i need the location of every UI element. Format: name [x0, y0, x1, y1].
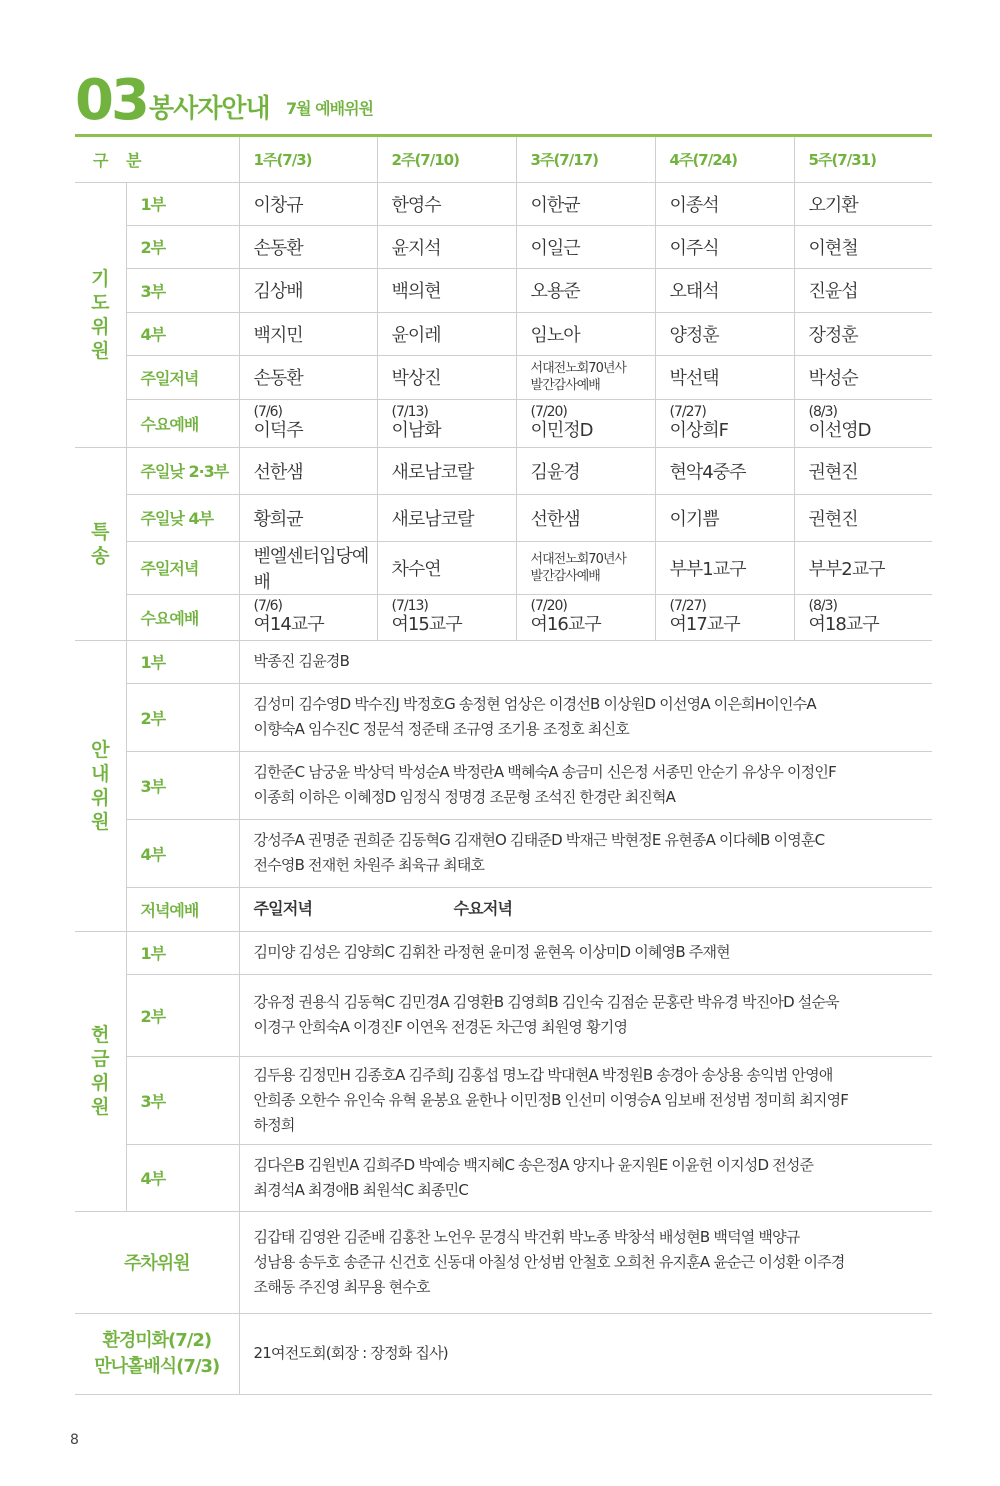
row-label: 수요예배: [126, 399, 239, 447]
cell: 선한샘: [516, 494, 655, 541]
cell: 백의현: [377, 268, 516, 312]
table-row: [75, 887, 932, 931]
section-header: [75, 70, 932, 136]
names-cell: 김성미 김수영D 박수진J 박정호G 송정현 엄상은 이경선B 이상원D 이선영A 이은희H이인수A 이향숙A 임수진C 정문석 정준태 조규영 조기용 조정호 최신호: [239, 683, 932, 751]
section-subtitle: 7월 예배위원: [286, 99, 373, 118]
row-label: 수요예배: [126, 594, 239, 640]
row-label: 저녁예배: [126, 887, 239, 931]
cell: (7/13) 이남화: [377, 399, 516, 447]
cell: (7/27) 여17교구: [655, 594, 794, 640]
page-number: 8: [70, 1432, 79, 1448]
special-music-category: 특 송: [75, 447, 126, 640]
cell: 진윤섭: [794, 268, 932, 312]
names-cell: 박종진 김윤경B: [239, 640, 932, 683]
table-row: [75, 751, 932, 819]
cell: 부부2교구: [794, 541, 932, 594]
week-header: 3주(7/17): [516, 137, 655, 182]
names-cell: 김다은B 김원빈A 김희주D 박예승 백지혜C 송은정A 양지나 윤지원E 이윤헌 이지성D 전성준 최경석A 최경애B 최원석C 최종민C: [239, 1144, 932, 1211]
volunteer-table: [75, 137, 932, 1395]
table-row: [75, 931, 932, 974]
cell: 김상배: [239, 268, 377, 312]
section-title: 봉사자안내: [149, 94, 270, 124]
cell: (7/20) 여16교구: [516, 594, 655, 640]
cell: 황희균: [239, 494, 377, 541]
table-header-row: [75, 137, 932, 182]
names-cell: 김한준C 남궁윤 박상덕 박성순A 박정란A 백혜숙A 송금미 신은정 서종민 안순기 유상우 이정인F 이종희 이하은 이혜정D 임정식 정명경 조문형 조석진 한경란 최진혁A: [239, 751, 932, 819]
cell: 손동환: [239, 355, 377, 399]
table-row: [75, 640, 932, 683]
special-service-cell: 서대전노회70년사 발간감사예배: [516, 355, 655, 399]
cell: 벧엘센터입당예배: [239, 541, 377, 594]
names-cell: 김미양 김성은 김양희C 김휘찬 라정현 윤미정 윤현옥 이상미D 이혜영B 주재현: [239, 931, 932, 974]
table-row: [75, 182, 932, 225]
cell: 차수연: [377, 541, 516, 594]
table-row: [75, 541, 932, 594]
category-header: 구 분: [75, 137, 239, 182]
table-row: [75, 1144, 932, 1211]
row-label: 2부: [126, 225, 239, 268]
special-service-cell: 서대전노회70년사 발간감사예배: [516, 541, 655, 594]
parking-category: 주차위원: [75, 1211, 239, 1313]
names-cell: 강성주A 권명준 권희준 김동혁G 김재현O 김태준D 박재근 박현정E 유현종A 이다혜B 이영훈C 전수영B 전재헌 차원주 최육규 최태호: [239, 819, 932, 887]
row-label: 1부: [126, 640, 239, 683]
table-row: [75, 974, 932, 1056]
cell: (7/6) 여14교구: [239, 594, 377, 640]
evening-cell: 주일저녁 수요저녁: [239, 887, 932, 931]
row-label: 1부: [126, 931, 239, 974]
cell: 이기쁨: [655, 494, 794, 541]
cell: (7/6) 이덕주: [239, 399, 377, 447]
names-cell: 강유정 권용식 김동혁C 김민경A 김영환B 김영희B 김인숙 김점순 문홍란 박유경 박진아D 설순욱 이경구 안희숙A 이경진F 이연옥 전경돈 차근영 최원영 황기영: [239, 974, 932, 1056]
names-cell: 김갑태 김영완 김준배 김홍찬 노언우 문경식 박건휘 박노종 박창석 배성현B 백덕열 백양규 성남용 송두호 송준규 신건호 신동대 아칠성 안성범 안철호 오희천 유지훈A 윤순근 이성환 이주경 조해동 주진영 최무용 현수호: [239, 1211, 932, 1313]
cell: 박상진: [377, 355, 516, 399]
offering-category: 헌 금 위 원: [75, 931, 126, 1211]
names-cell: 김두용 김정민H 김종호A 김주희J 김홍섭 명노갑 박대현A 박정원B 송경아 송상용 송익범 안영애 안희종 오한수 유인숙 유혁 윤봉요 윤한나 이민정B 인선미 이영승A 임보배 전성범 정미희 최지영F 하정희: [239, 1056, 932, 1144]
cell: 한영수: [377, 182, 516, 225]
table-row: [75, 683, 932, 751]
cell: (7/13) 여15교구: [377, 594, 516, 640]
cell: 권현진: [794, 447, 932, 494]
cell: 박선택: [655, 355, 794, 399]
environment-cell: 21여전도회(회장 : 장정화 집사): [239, 1313, 932, 1394]
cell: (8/3) 여18교구: [794, 594, 932, 640]
cell: 새로남코랄: [377, 494, 516, 541]
table-row: [75, 494, 932, 541]
row-label: 2부: [126, 683, 239, 751]
usher-category: 안 내 위 원: [75, 640, 126, 931]
table-row: [75, 1056, 932, 1144]
cell: 윤이레: [377, 312, 516, 355]
row-label: 주일낮 2·3부: [126, 447, 239, 494]
table-row: [75, 268, 932, 312]
cell: 선한샘: [239, 447, 377, 494]
table-row: [75, 355, 932, 399]
cell: 현악4중주: [655, 447, 794, 494]
row-label: 3부: [126, 1056, 239, 1144]
row-label: 주일낮 4부: [126, 494, 239, 541]
cell: 오용준: [516, 268, 655, 312]
environment-category: 환경미화(7/2) 만나홀배식(7/3): [75, 1313, 239, 1394]
table-row: [75, 225, 932, 268]
cell: 이일근: [516, 225, 655, 268]
prayer-category: 기 도 위 원: [75, 182, 126, 447]
table-row: [75, 399, 932, 447]
cell: 이현철: [794, 225, 932, 268]
table-row: [75, 447, 932, 494]
cell: 이한균: [516, 182, 655, 225]
week-header: 1주(7/3): [239, 137, 377, 182]
cell: 오기환: [794, 182, 932, 225]
table-row: [75, 819, 932, 887]
cell: (8/3) 이선영D: [794, 399, 932, 447]
cell: 양정훈: [655, 312, 794, 355]
cell: 장정훈: [794, 312, 932, 355]
row-label: 4부: [126, 312, 239, 355]
cell: 김윤경: [516, 447, 655, 494]
week-header: 4주(7/24): [655, 137, 794, 182]
table-row: [75, 312, 932, 355]
cell: 박성순: [794, 355, 932, 399]
cell: (7/27) 이상희F: [655, 399, 794, 447]
row-label: 3부: [126, 268, 239, 312]
cell: 임노아: [516, 312, 655, 355]
cell: 이주식: [655, 225, 794, 268]
row-label: 주일저녁: [126, 355, 239, 399]
row-label: 2부: [126, 974, 239, 1056]
table-row: [75, 1211, 932, 1313]
row-label: 3부: [126, 751, 239, 819]
week-header: 5주(7/31): [808, 150, 876, 169]
cell: 윤지석: [377, 225, 516, 268]
cell: 이종석: [655, 182, 794, 225]
cell: 부부1교구: [655, 541, 794, 594]
cell: 손동환: [239, 225, 377, 268]
row-label: 4부: [126, 819, 239, 887]
cell: 백지민: [239, 312, 377, 355]
cell: 새로남코랄: [377, 447, 516, 494]
cell: 권현진: [794, 494, 932, 541]
row-label: 주일저녁: [126, 541, 239, 594]
cell: 오태석: [655, 268, 794, 312]
row-label: 4부: [126, 1144, 239, 1211]
week-header: 2주(7/10): [377, 137, 516, 182]
table-row: [75, 594, 932, 640]
section-number: 03: [75, 68, 147, 133]
cell: (7/20) 이민정D: [516, 399, 655, 447]
row-label: 1부: [126, 182, 239, 225]
cell: 이창규: [239, 182, 377, 225]
table-row: [75, 1313, 932, 1394]
